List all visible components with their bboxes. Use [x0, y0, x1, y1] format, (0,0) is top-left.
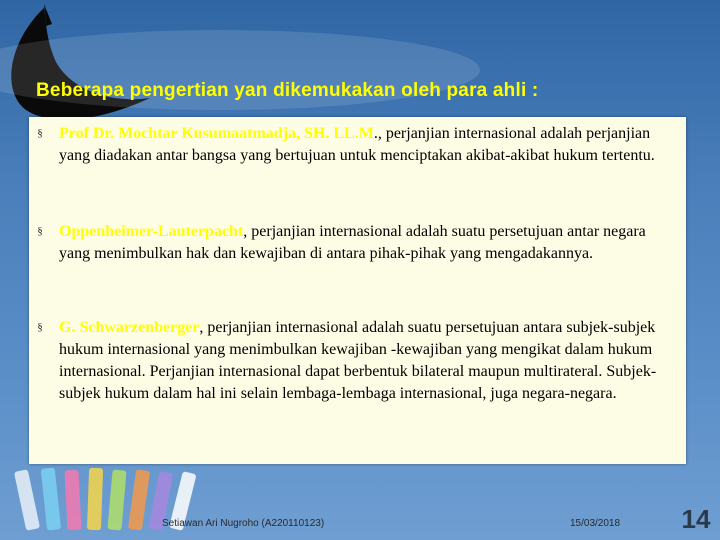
bullet-text-first: , perjanjian internasional adalah suatu persetujuan	[199, 319, 520, 336]
bullet-author: Oppenheimer-Lauterpacht	[59, 223, 244, 240]
bullet-marker-icon: §	[37, 225, 43, 237]
bullet-text-rest: antara subjek-subjek hukum internasional yang menimbulkan kewajiban -kewajiban yang mengikat dalam hukum internasional. Perjanjian internasional dapat berbentuk bilateral maupun multirateral. Subjek-subjek hukum dalam hal ini selain lembaga-lembaga internasional, juga negara-negara.	[59, 319, 657, 402]
bullet-text-first: ., perjanjian internasional	[373, 125, 537, 142]
bullet-item-mochtar	[29, 123, 669, 167]
bullet-item-oppenheimer	[29, 221, 669, 265]
bullet-item-schwarzenberger	[29, 317, 669, 405]
bullet-text-first: , perjanjian internasional adalah suatu	[243, 223, 486, 240]
bullet-author: G. Schwarzenberger	[59, 319, 200, 336]
bullet-text-rest: persetujuan antar negara yang menimbulkan hak dan kewajiban di antara pihak-pihak yang mengadakannya.	[59, 223, 646, 262]
page-number: 14	[681, 504, 711, 534]
bullet-text-rest: adalah perjanjian yang diadakan antar bangsa yang bertujuan untuk menciptakan akibat-akibat hukum tertentu.	[59, 125, 655, 164]
bullet-marker-icon: §	[37, 321, 43, 333]
slide-title: Beberapa pengertian yan dikemukakan oleh para ahli :	[36, 80, 539, 101]
bullet-text	[59, 221, 669, 265]
content-box	[29, 117, 686, 464]
bullet-text	[59, 123, 669, 167]
footer-date: 15/03/2018	[570, 518, 621, 529]
footer-author: Setiawan Ari Nugroho (A220110123)	[162, 518, 325, 529]
bullet-marker-icon: §	[37, 127, 43, 139]
bullet-text	[59, 317, 669, 405]
bullet-author: Prof Dr. Mochtar Kusumaatmadja, SH. LL.M	[59, 125, 374, 142]
